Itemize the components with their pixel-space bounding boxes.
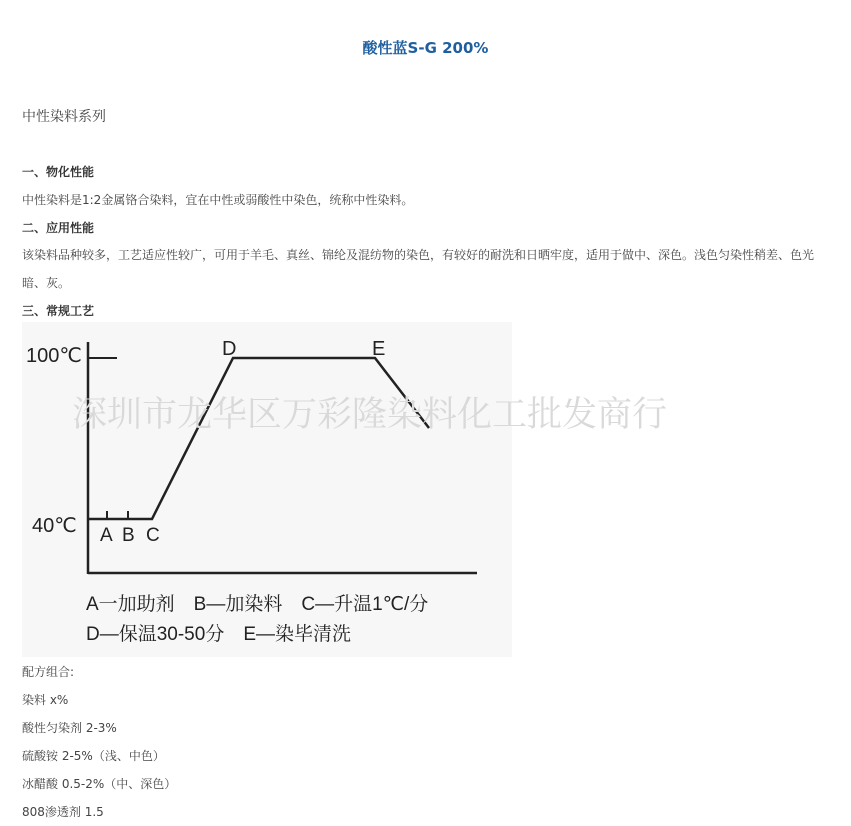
label-100c: 100℃ (26, 345, 82, 367)
point-c-label: C (146, 525, 160, 546)
recipe-item: 酸性匀染剂 2-3% (22, 721, 117, 735)
legend-line-1: A一加助剂 B—加染料 C—升温1℃/分 (86, 594, 429, 615)
section-text-application: 该染料品种较多，工艺适应性较广，可用于羊毛、真丝、锦纶及混纺物的染色，有较好的耐洗和日晒牢度，适用于做中、深色。浅色匀染性稍差、色光暗、灰。 (22, 248, 815, 290)
watermark-text: 深圳市龙华区万彩隆染料化工批发商行 (72, 395, 668, 434)
section-heading-process: 三、常规工艺 (22, 304, 95, 318)
point-e-label: E (372, 338, 386, 360)
dyeing-process-diagram (22, 322, 668, 657)
page-title: 酸性蓝S-G 200% (362, 39, 489, 57)
point-b-label: B (122, 525, 135, 546)
recipe-item: 染料 x% (22, 693, 69, 707)
recipe-heading: 配方组合: (22, 665, 75, 679)
recipe-block (22, 658, 176, 826)
section-heading-properties: 一、物化性能 (22, 165, 95, 179)
recipe-item: 硫酸铵 2-5%（浅、中色） (22, 749, 165, 763)
point-d-label: D (222, 338, 237, 360)
series-subtitle: 中性染料系列 (22, 109, 106, 125)
section-text-properties: 中性染料是1:2金属铬合染料，宜在中性或弱酸性中染色，统称中性染料。 (22, 193, 414, 207)
point-a-label: A (100, 525, 113, 546)
label-40c: 40℃ (32, 515, 77, 537)
recipe-item: 冰醋酸 0.5-2%（中、深色） (22, 777, 177, 791)
legend-line-2: D—保温30-50分 E—染毕清洗 (86, 624, 351, 645)
section-heading-application: 二、应用性能 (22, 221, 95, 235)
process-curve-svg (22, 322, 668, 657)
recipe-item: 808渗透剂 1.5 (22, 805, 104, 819)
